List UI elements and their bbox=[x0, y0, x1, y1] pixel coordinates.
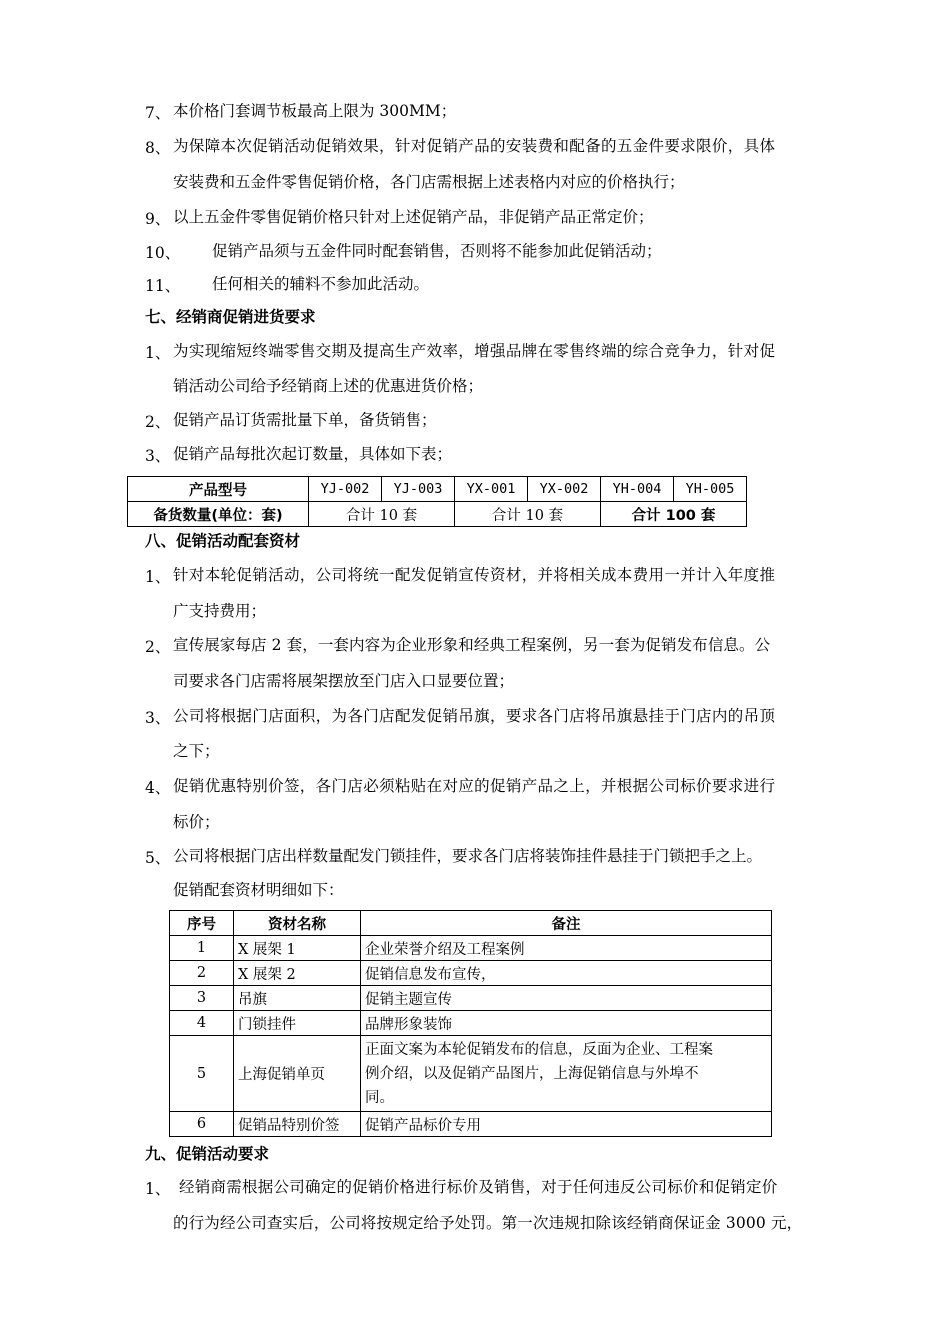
item-text-continued: 的行为经公司查实后，公司将按规定给予处罚。第一次违规扣除该经销商保证金 3000 元， bbox=[173, 1214, 803, 1232]
item-number: 7、 bbox=[145, 104, 171, 122]
model-cell: YH-004 bbox=[601, 477, 674, 502]
material-note: 企业荣誉介绍及工程案例 bbox=[361, 936, 772, 961]
column-header: 序号 bbox=[170, 911, 234, 936]
material-note: 促销产品标价专用 bbox=[361, 1112, 772, 1137]
material-note: 促销信息发布宣传， bbox=[361, 961, 772, 986]
table-row bbox=[170, 986, 772, 1011]
table-row bbox=[170, 961, 772, 986]
row-number: 6 bbox=[170, 1112, 234, 1137]
table-row bbox=[170, 1011, 772, 1036]
item-number: 11、 bbox=[145, 277, 181, 295]
material-note: 促销主题宣传 bbox=[361, 986, 772, 1011]
order-quantity-table bbox=[127, 476, 747, 527]
row-number: 4 bbox=[170, 1011, 234, 1036]
item-text: 宣传展家每店 2 套，一套内容为企业形象和经典工程案例，另一套为促销发布信息。公 bbox=[173, 636, 771, 654]
item-text: 以上五金件零售促销价格只针对上述促销产品，非促销产品正常定价； bbox=[173, 208, 654, 226]
item-number: 5、 bbox=[145, 849, 171, 867]
item-text-continued: 广支持费用； bbox=[173, 602, 267, 620]
item-text-continued: 销活动公司给予经销商上述的优惠进货价格； bbox=[173, 377, 484, 395]
item-number: 1、 bbox=[145, 344, 171, 362]
table-header-row bbox=[170, 911, 772, 936]
item-text: 促销优惠特别价签，各门店必须粘贴在对应的促销产品之上，并根据公司标价要求进行 bbox=[173, 777, 776, 795]
item-text-continued: 之下； bbox=[173, 742, 220, 760]
item-text: 经销商需根据公司确定的促销价格进行标价及销售，对于任何违反公司标价和促销定价 bbox=[179, 1178, 778, 1196]
item-text: 本价格门套调节板最高上限为 300MM； bbox=[173, 102, 457, 120]
item-number: 1、 bbox=[145, 568, 171, 586]
item-number: 2、 bbox=[145, 413, 171, 431]
model-cell: YJ-003 bbox=[382, 477, 455, 502]
item-number: 2、 bbox=[145, 638, 171, 656]
column-header: 备注 bbox=[361, 911, 772, 936]
detail-intro: 促销配套资材明细如下： bbox=[173, 881, 344, 899]
material-name: 促销品特别价签 bbox=[234, 1112, 361, 1137]
material-note bbox=[361, 1036, 772, 1112]
model-cell: YX-001 bbox=[455, 477, 528, 502]
section-heading: 七、经销商促销进货要求 bbox=[145, 308, 316, 326]
material-name: 吊旗 bbox=[234, 986, 361, 1011]
column-header: 资材名称 bbox=[234, 911, 361, 936]
table-row bbox=[128, 502, 747, 527]
row-number: 2 bbox=[170, 961, 234, 986]
model-cell: YJ-002 bbox=[309, 477, 382, 502]
table-header-cell: 产品型号 bbox=[128, 477, 309, 502]
item-text: 为实现缩短终端零售交期及提高生产效率，增强品牌在零售终端的综合竞争力，针对促 bbox=[173, 342, 776, 360]
material-name: X 展架 2 bbox=[234, 961, 361, 986]
row-number: 3 bbox=[170, 986, 234, 1011]
material-name: 上海促销单页 bbox=[234, 1036, 361, 1112]
item-text-continued: 安装费和五金件零售促销价格，各门店需根据上述表格内对应的价格执行； bbox=[173, 173, 685, 191]
item-number: 1、 bbox=[145, 1180, 171, 1198]
item-text: 针对本轮促销活动，公司将统一配发促销宣传资材，并将相关成本费用一并计入年度推 bbox=[173, 566, 776, 584]
material-name: X 展架 1 bbox=[234, 936, 361, 961]
item-number: 8、 bbox=[145, 139, 171, 157]
item-text: 任何相关的辅料不参加此活动。 bbox=[212, 275, 430, 293]
table-row bbox=[170, 936, 772, 961]
item-text: 为保障本次促销活动促销效果，针对促销产品的安装费和配备的五金件要求限价，具体 bbox=[173, 137, 776, 155]
item-text: 促销产品每批次起订数量，具体如下表； bbox=[173, 445, 453, 463]
section-heading: 八、促销活动配套资材 bbox=[145, 532, 301, 550]
table-header-cell: 备货数量(单位：套) bbox=[128, 502, 309, 527]
material-note: 品牌形象装饰 bbox=[361, 1011, 772, 1036]
note-line: 正面文案为本轮促销发布的信息，反面为企业、工程案 bbox=[365, 1041, 713, 1058]
total-cell: 合计 10 套 bbox=[455, 502, 601, 527]
item-text-continued: 司要求各门店需将展架摆放至门店入口显要位置； bbox=[173, 672, 515, 690]
item-number: 9、 bbox=[145, 210, 171, 228]
total-cell: 合计 10 套 bbox=[309, 502, 455, 527]
item-number: 3、 bbox=[145, 447, 171, 465]
section-heading: 九、促销活动要求 bbox=[145, 1145, 270, 1163]
table-row bbox=[128, 477, 747, 502]
item-text: 促销产品须与五金件同时配套销售，否则将不能参加此促销活动； bbox=[212, 242, 662, 260]
materials-table bbox=[169, 910, 772, 1137]
material-name: 门锁挂件 bbox=[234, 1011, 361, 1036]
item-text: 公司将根据门店出样数量配发门锁挂件，要求各门店将装饰挂件悬挂于门锁把手之上。 bbox=[173, 847, 763, 865]
item-number: 3、 bbox=[145, 709, 171, 727]
item-text: 公司将根据门店面积，为各门店配发促销吊旗，要求各门店将吊旗悬挂于门店内的吊顶 bbox=[173, 707, 776, 725]
table-row bbox=[170, 1112, 772, 1137]
item-text: 促销产品订货需批量下单，备货销售； bbox=[173, 411, 437, 429]
item-number: 10、 bbox=[145, 244, 181, 262]
item-number: 4、 bbox=[145, 779, 171, 797]
item-text-continued: 标价； bbox=[173, 813, 220, 831]
row-number: 1 bbox=[170, 936, 234, 961]
note-line: 同。 bbox=[365, 1089, 394, 1106]
table-row bbox=[170, 1036, 772, 1112]
note-line: 例介绍，以及促销产品图片，上海促销信息与外埠不 bbox=[365, 1065, 699, 1082]
model-cell: YH-005 bbox=[674, 477, 747, 502]
model-cell: YX-002 bbox=[528, 477, 601, 502]
row-number: 5 bbox=[170, 1036, 234, 1112]
total-cell: 合计 100 套 bbox=[601, 502, 747, 527]
